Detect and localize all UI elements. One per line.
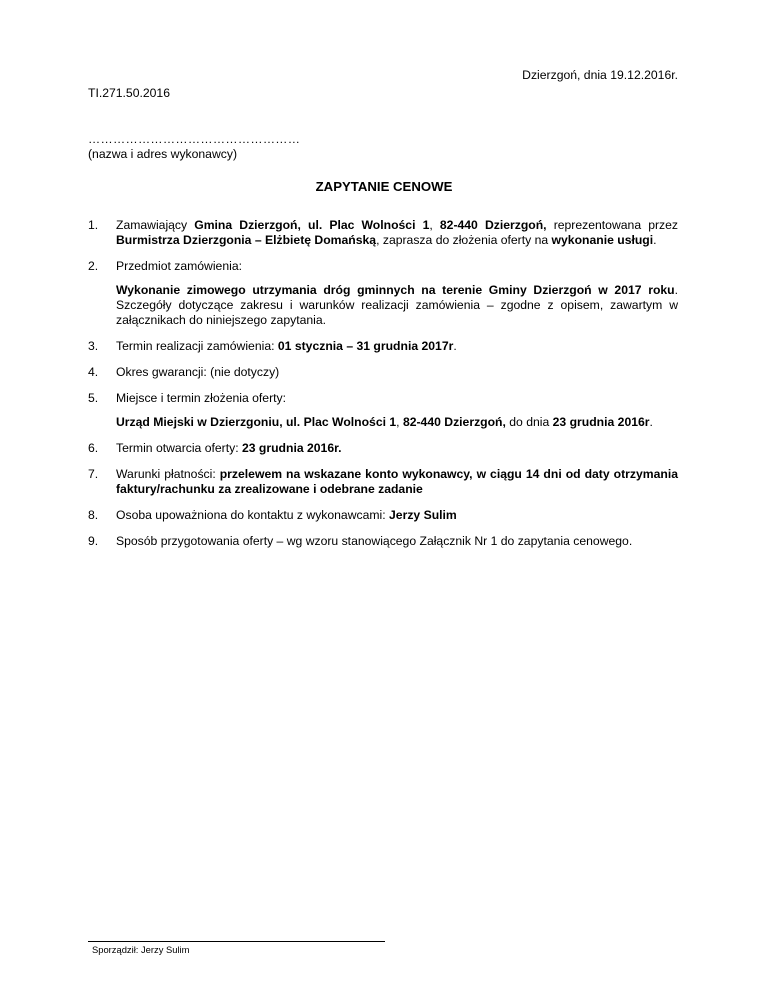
item-text: Zamawiający [116, 218, 195, 232]
item-text: . [649, 415, 653, 429]
item-text: Termin realizacji zamówienia: [116, 339, 278, 353]
item-bold-text: Jerzy Sulim [389, 508, 457, 522]
item-number: 1. [88, 218, 99, 232]
item-bold-text: 82-440 Dzierzgoń, [402, 415, 506, 429]
list-item [88, 508, 678, 523]
footer-divider [88, 941, 385, 942]
item-text: Warunki płatności: [116, 467, 220, 481]
list-item [88, 339, 678, 354]
item-bold-text: Wykonanie zimowego utrzymania dróg gminnych na terenie Gminy Dzierzgoń w 2017 roku [116, 283, 675, 297]
list-item [88, 534, 678, 549]
list-item [88, 218, 678, 248]
list-item [88, 467, 678, 497]
item-text: do dnia [505, 415, 553, 429]
item-label: Przedmiot zamówienia: [116, 259, 242, 273]
item-number: 8. [88, 508, 99, 522]
item-bold-text: Burmistrza Dzierzgonia – Elżbietę Domańską [116, 233, 377, 247]
list-item [88, 365, 678, 380]
item-text: . [453, 339, 457, 353]
document-date: Dzierzgoń, dnia 19.12.2016r. [522, 68, 678, 82]
item-bold-text: Urząd Miejski w Dzierzgoniu, ul. Plac Wolności 1 [116, 415, 397, 429]
item-bold-text: Gmina Dzierzgoń, ul. Plac Wolności 1 [194, 218, 430, 232]
item-bold-text: 23 grudnia 2016r. [241, 441, 342, 455]
item-bold-text: 01 stycznia – 31 grudnia 2017r [277, 339, 454, 353]
item-text: Sposób przygotowania oferty – wg wzoru stanowiącego Załącznik Nr 1 do zapytania cenowego. [116, 534, 633, 548]
reference-number: TI.271.50.2016 [88, 86, 170, 100]
item-text: Osoba upoważniona do kontaktu z wykonawcami: [116, 508, 390, 522]
item-detail [116, 283, 678, 328]
item-bold-text: 82-440 Dzierzgoń, [439, 218, 547, 232]
inquiry-items [88, 218, 678, 560]
item-number: 2. [88, 259, 99, 273]
contractor-placeholder-dots: …………………………………………… [88, 132, 301, 146]
list-item [88, 391, 678, 430]
item-number: 9. [88, 534, 99, 548]
list-item [88, 441, 678, 456]
item-text: . [653, 233, 657, 247]
item-text: . [674, 283, 678, 297]
item-detail [116, 415, 678, 430]
item-number: 3. [88, 339, 99, 353]
item-text: reprezentowana przez [546, 218, 679, 232]
item-text: , [429, 218, 440, 232]
item-text: Okres gwarancji: (nie dotyczy) [116, 365, 280, 379]
item-text: , zaprasza do złożenia oferty na [376, 233, 552, 247]
item-bold-text: przelewem na wskazane konto wykonawcy, w ciągu 14 dni od daty otrzymania faktury/rachunku za zrealizowane i odebrane zadanie [116, 467, 678, 496]
prepared-by: Sporządził: Jerzy Sulim [92, 944, 190, 955]
item-text: Szczegóły dotyczące zakresu i warunków realizacji zamówienia – zgodne z opisem, zawartym w załącznikach do niniejszego zapytania. [116, 298, 678, 327]
item-bold-text: 23 grudnia 2016r [552, 415, 650, 429]
item-label: Miejsce i termin złożenia oferty: [116, 391, 287, 405]
contractor-hint: (nazwa i adres wykonawcy) [88, 147, 238, 161]
list-item [88, 259, 678, 328]
item-bold-text: wykonanie usługi [551, 233, 654, 247]
document-title: ZAPYTANIE CENOWE [315, 179, 453, 194]
item-text: , [396, 415, 403, 429]
item-number: 4. [88, 365, 99, 379]
item-number: 5. [88, 391, 99, 405]
item-number: 6. [88, 441, 99, 455]
item-number: 7. [88, 467, 99, 481]
item-text: Termin otwarcia oferty: [116, 441, 242, 455]
